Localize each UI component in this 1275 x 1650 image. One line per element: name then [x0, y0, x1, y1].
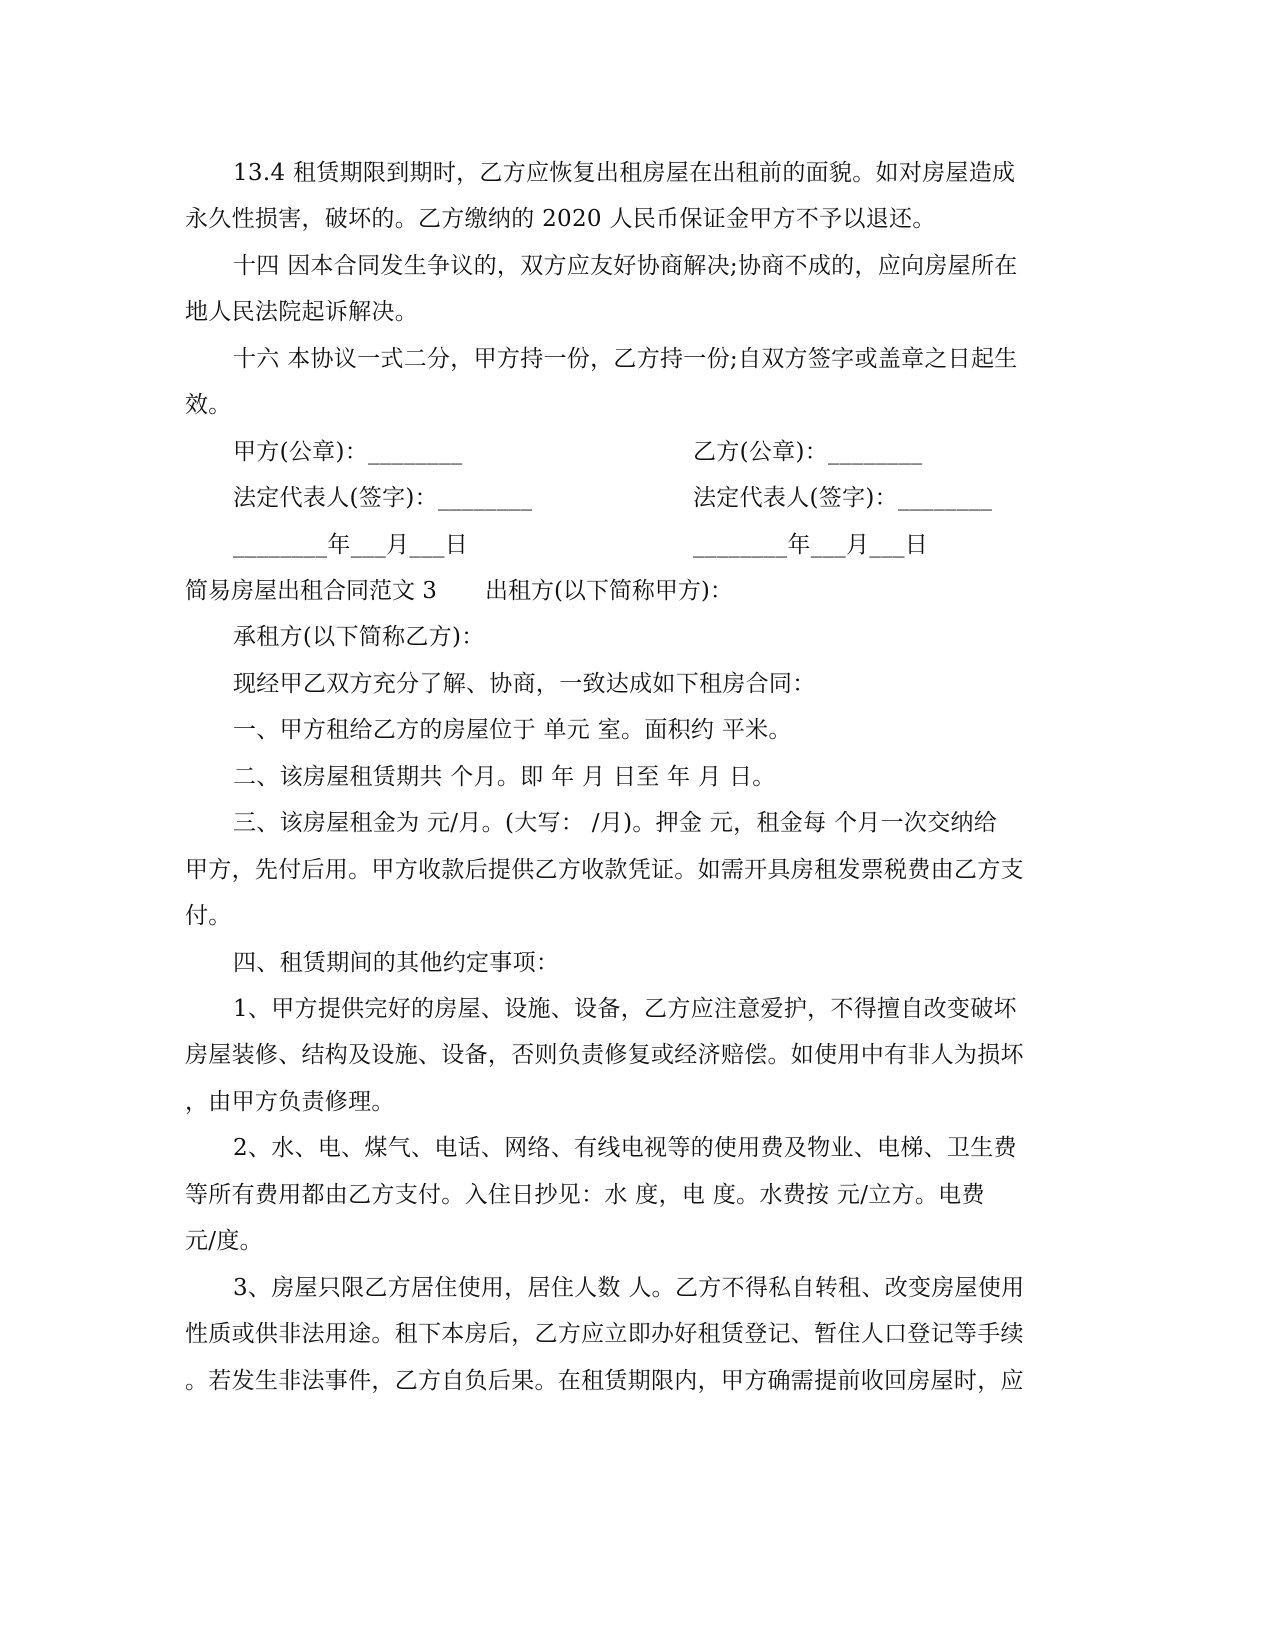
party-b-date: ________年___月___日 — [693, 532, 929, 558]
item-2-line-1: 2、水、电、煤气、电话、网络、有线电视等的使用费及物业、电梯、卫生费 — [233, 1135, 1017, 1161]
lessor-label: 出租方(以下简称甲方)： — [484, 578, 733, 604]
clause-2: 二、该房屋租赁期共 个月。即 年 月 日至 年 月 日。 — [233, 764, 776, 790]
paragraph-13-4-line-2: 永久性损害，破坏的。乙方缴纳的 2020 人民币保证金甲方不予以退还。 — [185, 206, 936, 232]
item-3-line-3: 。若发生非法事件，乙方自负后果。在租赁期限内，甲方确需提前收回房屋时，应 — [185, 1368, 1024, 1394]
paragraph-16-line-1: 十六 本协议一式二分，甲方持一份，乙方持一份;自双方签字或盖章之日起生 — [233, 346, 1018, 372]
paragraph-13-4-line-1: 13.4 租赁期限到期时，乙方应恢复出租房屋在出租前的面貌。如对房屋造成 — [233, 160, 1016, 186]
clause-4-heading: 四、租赁期间的其他约定事项： — [233, 950, 560, 976]
section-title: 简易房屋出租合同范文 3 — [185, 578, 437, 604]
item-2-line-3: 元/度。 — [185, 1228, 263, 1254]
clause-1: 一、甲方租给乙方的房屋位于 单元 室。面积约 平米。 — [233, 717, 792, 743]
party-a-date: ________年___月___日 — [233, 532, 469, 558]
section-title-line — [185, 576, 733, 606]
item-3-line-2: 性质或供非法用途。租下本房后，乙方应立即办好租赁登记、暂住人口登记等手续 — [185, 1321, 1024, 1347]
item-1-line-1: 1、甲方提供完好的房屋、设施、设备，乙方应注意爱护，不得擅自改变破坏 — [233, 996, 1017, 1022]
item-2-line-2: 等所有费用都由乙方支付。入住日抄见：水 度，电 度。水费按 元/立方。电费 — [185, 1182, 985, 1208]
item-1-line-3: ，由甲方负责修理。 — [185, 1089, 395, 1115]
clause-3-line-2: 甲方，先付后用。甲方收款后提供乙方收款凭证。如需开具房租发票税费由乙方支 — [185, 857, 1024, 883]
party-a-seal: 甲方(公章)：________ — [233, 439, 463, 465]
agreement-intro: 现经甲乙双方充分了解、协商，一致达成如下租房合同： — [233, 671, 816, 697]
item-1-line-2: 房屋装修、结构及设施、设备，否则负责修复或经济赔偿。如使用中有非人为损坏 — [185, 1042, 1024, 1068]
party-b-seal: 乙方(公章)：________ — [693, 439, 923, 465]
party-a-representative: 法定代表人(签字)：________ — [233, 485, 533, 511]
paragraph-14-line-2: 地人民法院起诉解决。 — [185, 299, 418, 325]
clause-3-line-3: 付。 — [185, 903, 232, 929]
item-3-line-1: 3、房屋只限乙方居住使用，居住人数 人。乙方不得私自转租、改变房屋使用 — [233, 1275, 1025, 1301]
paragraph-16-line-2: 效。 — [185, 392, 232, 418]
lessee-label: 承租方(以下简称乙方)： — [233, 624, 485, 650]
clause-3-line-1: 三、该房屋租金为 元/月。(大写： /月)。押金 元，租金每 个月一次交纳给 — [233, 810, 998, 836]
paragraph-14-line-1: 十四 因本合同发生争议的，双方应友好协商解决;协商不成的，应向房屋所在 — [233, 253, 1018, 279]
party-b-representative: 法定代表人(签字)：________ — [693, 485, 993, 511]
